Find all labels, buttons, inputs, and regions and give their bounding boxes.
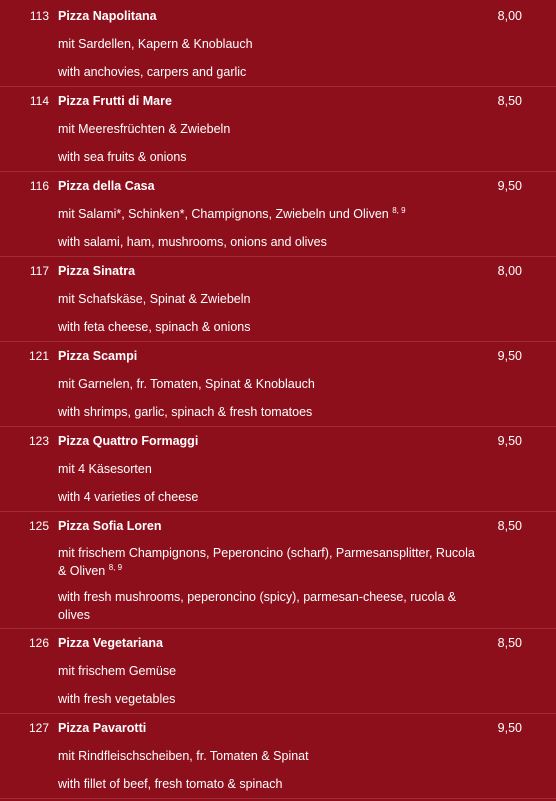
item-name: Pizza Sofia Loren <box>58 519 162 533</box>
item-number: 113 <box>29 9 49 23</box>
description-german <box>0 657 556 685</box>
menu-item-header <box>0 629 556 657</box>
item-price: 9,50 <box>497 179 522 193</box>
description-german <box>0 540 556 584</box>
item-price: 9,50 <box>497 434 522 448</box>
item-name: Pizza della Casa <box>58 179 155 193</box>
description-english-text: with fresh vegetables <box>58 692 176 706</box>
description-german-text: mit frischem Gemüse <box>58 664 177 678</box>
item-number: 117 <box>29 264 49 278</box>
description-english <box>0 143 556 171</box>
description-german <box>0 200 556 228</box>
description-german <box>0 30 556 58</box>
menu-item[interactable] <box>0 2 556 87</box>
description-german-text: mit Meeresfrüchten & Zwiebeln <box>58 122 231 136</box>
description-german-text: mit Salami*, Schinken*, Champignons, Zwiebeln und Oliven <box>58 207 389 221</box>
description-german-text: mit Rindfleischscheiben, fr. Tomaten & Spinat <box>58 749 309 763</box>
menu-item[interactable] <box>0 512 556 629</box>
description-german <box>0 285 556 313</box>
description-german-text: mit Schafskäse, Spinat & Zwiebeln <box>58 292 251 306</box>
description-english-text: with fresh mushrooms, peperoncino (spicy), parmesan-cheese, rucola & olives <box>58 590 457 622</box>
menu-item[interactable] <box>0 427 556 512</box>
description-english <box>0 483 556 511</box>
item-name: Pizza Pavarotti <box>58 721 147 735</box>
menu-item-header <box>0 512 556 540</box>
item-number: 116 <box>29 179 49 193</box>
description-english-text: with fillet of beef, fresh tomato & spinach <box>58 777 283 791</box>
pizza-menu <box>0 2 556 801</box>
item-name: Pizza Quattro Formaggi <box>58 434 199 448</box>
description-english <box>0 228 556 256</box>
item-number: 125 <box>28 519 49 533</box>
menu-item[interactable] <box>0 714 556 799</box>
description-german-text: mit 4 Käsesorten <box>58 462 152 476</box>
description-german-text: mit Sardellen, Kapern & Knoblauch <box>58 37 253 51</box>
item-name: Pizza Scampi <box>58 349 138 363</box>
description-english <box>0 584 556 628</box>
menu-item-header <box>0 342 556 370</box>
item-number: 123 <box>28 434 49 448</box>
item-price: 8,00 <box>497 264 522 278</box>
description-english <box>0 685 556 713</box>
menu-item-header <box>0 427 556 455</box>
description-english-text: with salami, ham, mushrooms, onions and olives <box>58 235 327 249</box>
item-number: 126 <box>28 636 49 650</box>
item-number: 114 <box>29 94 49 108</box>
additive-footnote: 8, 9 <box>108 563 123 572</box>
item-number: 127 <box>28 721 49 735</box>
item-price: 8,50 <box>497 519 522 533</box>
description-english <box>0 398 556 426</box>
description-english <box>0 313 556 341</box>
item-name: Pizza Vegetariana <box>58 636 163 650</box>
menu-item[interactable] <box>0 629 556 714</box>
description-german-text: mit frischem Champignons, Peperoncino (scharf), Parmesansplitter, Rucola & Oliven <box>58 546 475 578</box>
menu-item[interactable] <box>0 257 556 342</box>
item-number: 121 <box>28 349 49 363</box>
menu-item-header <box>0 2 556 30</box>
menu-item[interactable] <box>0 342 556 427</box>
item-price: 8,50 <box>497 94 522 108</box>
item-price: 8,50 <box>497 636 522 650</box>
description-english <box>0 770 556 798</box>
menu-item[interactable] <box>0 87 556 172</box>
description-english <box>0 58 556 86</box>
menu-item-header <box>0 257 556 285</box>
item-name: Pizza Sinatra <box>58 264 136 278</box>
description-german <box>0 370 556 398</box>
item-price: 9,50 <box>497 721 522 735</box>
item-price: 9,50 <box>497 349 522 363</box>
menu-item[interactable] <box>0 172 556 257</box>
description-german <box>0 115 556 143</box>
description-english-text: with sea fruits & onions <box>58 150 187 164</box>
description-english-text: with 4 varieties of cheese <box>58 490 199 504</box>
description-english-text: with anchovies, carpers and garlic <box>58 65 247 79</box>
menu-item-header <box>0 172 556 200</box>
menu-item-header <box>0 714 556 742</box>
description-english-text: with shrimps, garlic, spinach & fresh tomatoes <box>58 405 313 419</box>
description-german <box>0 455 556 483</box>
item-name: Pizza Frutti di Mare <box>58 94 172 108</box>
description-english-text: with feta cheese, spinach & onions <box>58 320 251 334</box>
description-german-text: mit Garnelen, fr. Tomaten, Spinat & Knoblauch <box>58 377 315 391</box>
description-german <box>0 742 556 770</box>
additive-footnote: 8, 9 <box>392 206 406 215</box>
item-price: 8,00 <box>497 9 522 23</box>
item-name: Pizza Napolitana <box>58 9 157 23</box>
menu-item-header <box>0 87 556 115</box>
